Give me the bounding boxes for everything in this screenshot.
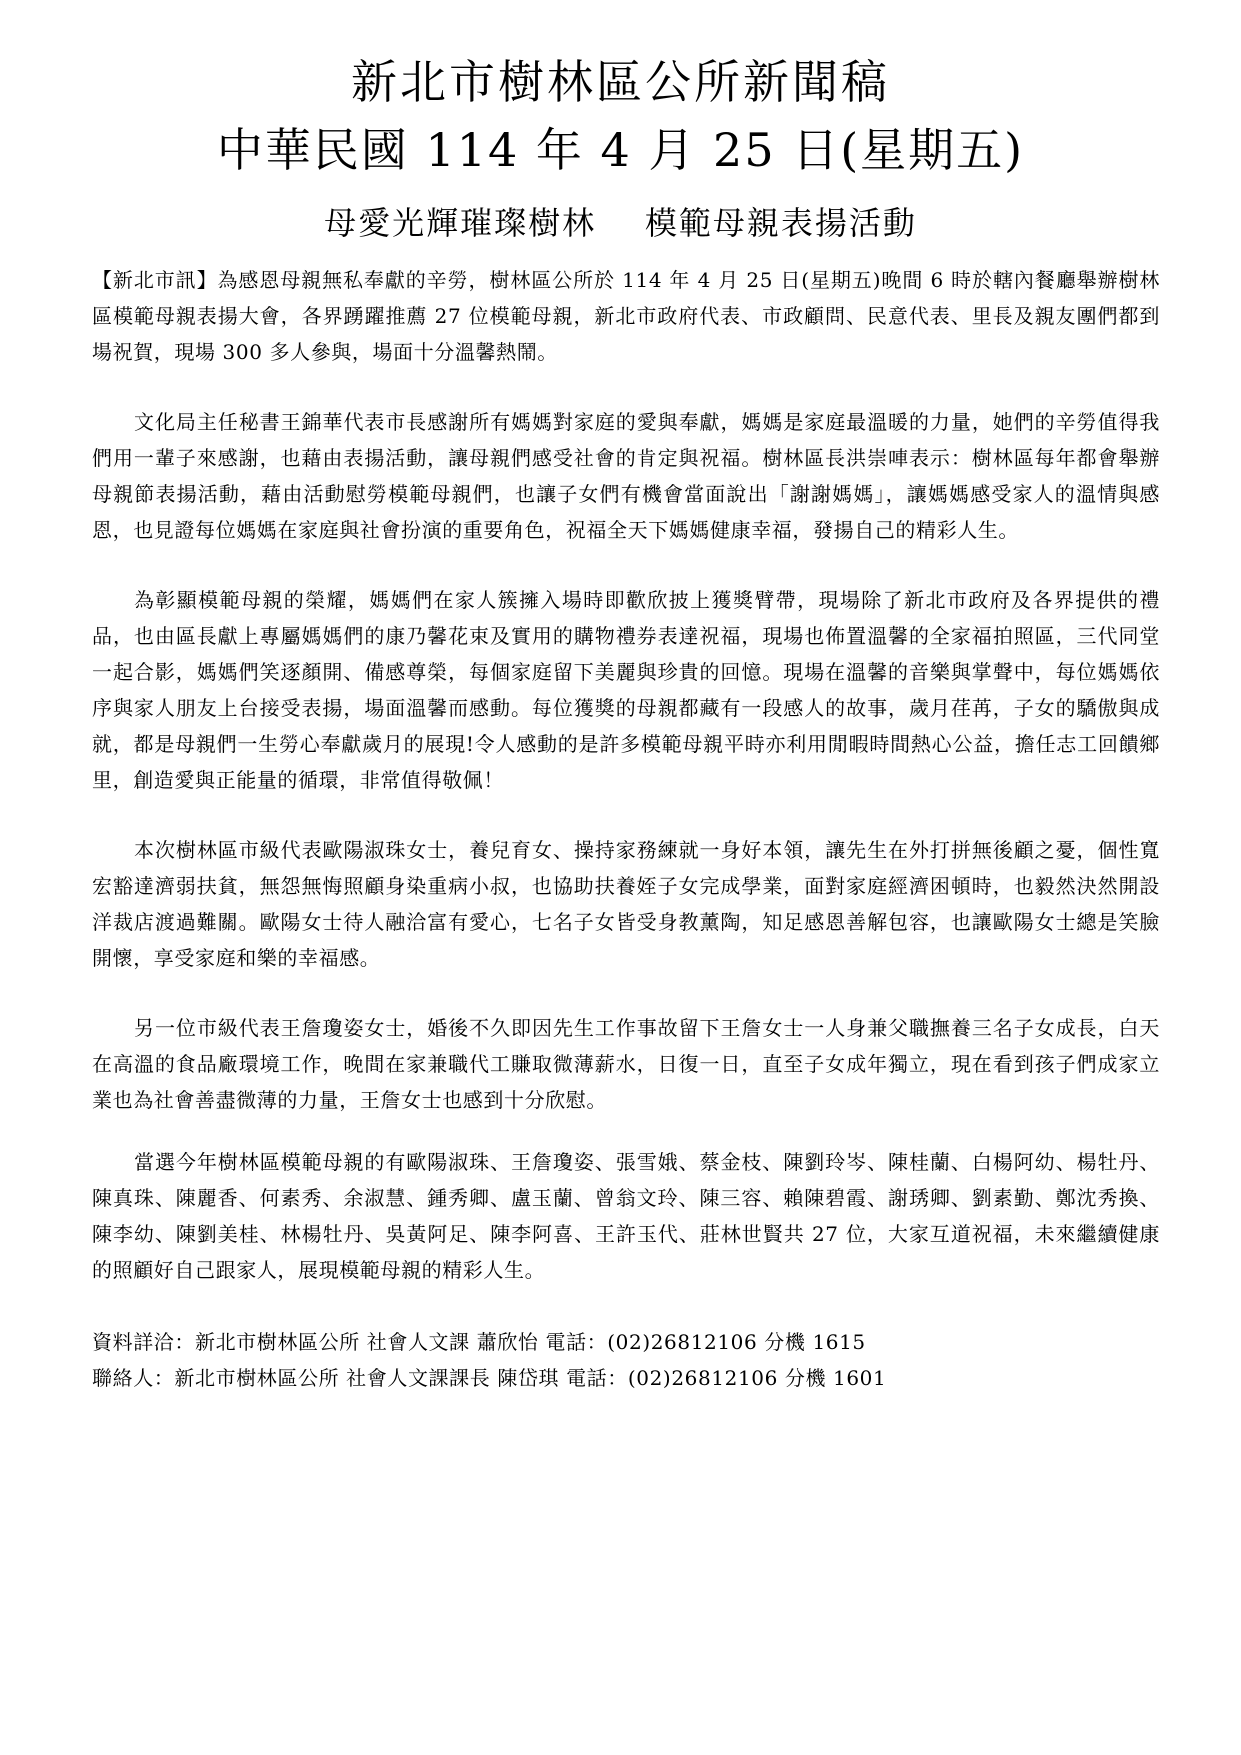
- document-date: 中華民國 114 年 4 月 25 日(星期五): [216, 123, 1025, 177]
- paragraph-spacer: [92, 548, 1160, 582]
- article-body: [92, 262, 1160, 1396]
- contact-person: 聯絡人：新北市樹林區公所 社會人文課課長 陳岱琪 電話：(02)26812106 分機 1601: [92, 1366, 887, 1390]
- paragraph-representative-1: 本次樹林區市級代表歐陽淑珠女士，養兒育女、操持家務練就一身好本領，讓先生在外打拼無後顧之憂，個性寬宏豁達濟弱扶貧，無怨無悔照顧身染重病小叔，也協助扶養姪子女完成學業，面對家庭經濟困頓時，也毅然決然開設洋裁店渡過難關。歐陽女士待人融洽富有愛心，七名子女皆受身教薰陶，知足感恩善解包容，也讓歐陽女士總是笑臉開懷，享受家庭和樂的幸福感。: [92, 838, 1160, 970]
- document-subtitle: 母愛光輝璀璨樹林 模範母親表揚活動: [324, 204, 917, 242]
- paragraph-ceremony: 為彰顯模範母親的榮耀，媽媽們在家人簇擁入場時即歡欣披上獲獎臂帶，現場除了新北市政府及各界提供的禮品，也由區長獻上專屬媽媽們的康乃馨花束及實用的購物禮券表達祝福，現場也佈置溫馨的全家福拍照區，三代同堂一起合影，媽媽們笑逐顏開、備感尊榮，每個家庭留下美麗與珍貴的回憶。現場在溫馨的音樂與掌聲中，每位媽媽依序與家人朋友上台接受表揚，場面溫馨而感動。每位獲獎的母親都藏有一段感人的故事，歲月荏苒，子女的驕傲與成就，都是母親們一生勞心奉獻歲月的展現!令人感動的是許多模範母親平時亦利用閒暇時間熱心公益，擔任志工回饋鄉里，創造愛與正能量的循環，非常值得敬佩！: [92, 588, 1160, 792]
- contact-info: 資料詳洽：新北市樹林區公所 社會人文課 蕭欣怡 電話：(02)26812106 分機 1615: [92, 1330, 866, 1354]
- paragraph-spacer: [92, 798, 1160, 832]
- paragraph-honorees: 當選今年樹林區模範母親的有歐陽淑珠、王詹瓊姿、張雪娥、蔡金枝、陳劉玲岑、陳桂蘭、白楊阿幼、楊牡丹、陳真珠、陳麗香、何素秀、余淑慧、鍾秀卿、盧玉蘭、曾翁文玲、陳三容、賴陳碧霞、謝琇卿、劉素勤、鄭沈秀換、陳李幼、陳劉美桂、林楊牡丹、吳黃阿足、陳李阿喜、王許玉代、莊林世賢共 27 位，大家互道祝福，未來繼續健康的照顧好自己跟家人，展現模範母親的精彩人生。: [92, 1150, 1160, 1282]
- paragraph-spacer: [92, 976, 1160, 1010]
- paragraph-speech: 文化局主任秘書王錦華代表市長感謝所有媽媽對家庭的愛與奉獻，媽媽是家庭最溫暖的力量，她們的辛勞值得我們用一輩子來感謝，也藉由表揚活動，讓母親們感受社會的肯定與祝福。樹林區長洪崇唓表示：樹林區每年都會舉辦母親節表揚活動，藉由活動慰勞模範母親們，也讓子女們有機會當面說出「謝謝媽媽」，讓媽媽感受家人的溫情與感恩，也見證每位媽媽在家庭與社會扮演的重要角色，祝福全天下媽媽健康幸福，發揚自己的精彩人生。: [92, 410, 1160, 542]
- document-title: 新北市樹林區公所新聞稿: [351, 55, 890, 109]
- paragraph-lead: 【新北市訊】為感恩母親無私奉獻的辛勞，樹林區公所於 114 年 4 月 25 日(星期五)晚間 6 時於轄內餐廳舉辦樹林區模範母親表揚大會，各界踴躍推薦 27 位模範母親，新北市政府代表、市政顧問、民意代表、里長及親友團們都到場祝賀，現場 300 多人參與，場面十分溫馨熱鬧。: [92, 268, 1160, 364]
- paragraph-spacer: [92, 1288, 1160, 1324]
- paragraph-representative-2: 另一位市級代表王詹瓊姿女士，婚後不久即因先生工作事故留下王詹女士一人身兼父職撫養三名子女成長，白天在高溫的食品廠環境工作，晚間在家兼職代工賺取微薄薪水，日復一日，直至子女成年獨立，現在看到孩子們成家立業也為社會善盡微薄的力量，王詹女士也感到十分欣慰。: [92, 1016, 1160, 1112]
- paragraph-spacer: [92, 1118, 1160, 1144]
- paragraph-spacer: [92, 370, 1160, 404]
